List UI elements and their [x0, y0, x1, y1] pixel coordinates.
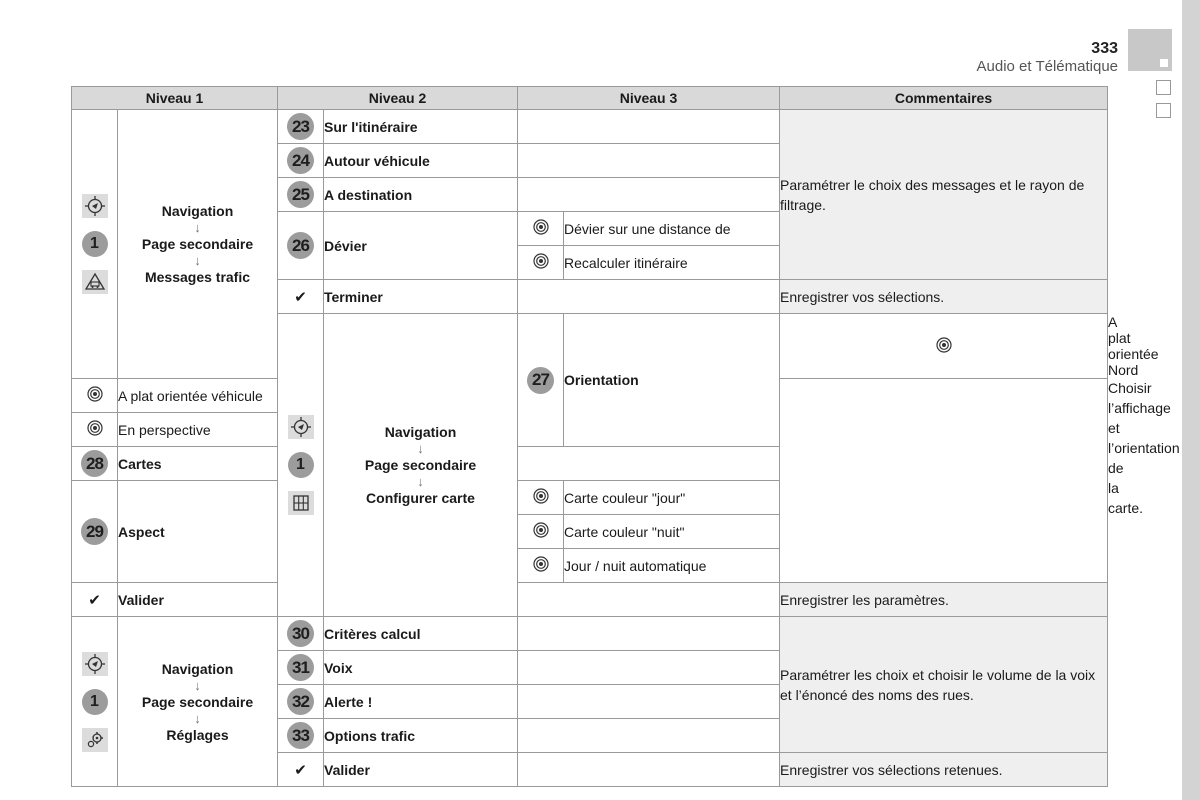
column-header-niveau-3: Niveau 3 — [518, 87, 780, 110]
radio-option-icon — [518, 515, 564, 549]
level2-item: Critères calcul — [324, 617, 518, 651]
step-number — [72, 447, 118, 481]
down-arrow-icon: ↓ — [194, 253, 201, 268]
step-number — [278, 617, 324, 651]
step-number — [278, 110, 324, 144]
step-badge: 25 — [287, 181, 314, 208]
navigation-icon — [288, 415, 314, 439]
level1-icons — [72, 110, 118, 379]
comment-cell: Enregistrer vos sélections retenues. — [780, 753, 1108, 787]
map-grid-icon — [288, 491, 314, 515]
table-row — [72, 583, 1108, 617]
level1-item: Navigation — [161, 660, 234, 677]
level3-option: Jour / nuit automatique — [564, 549, 780, 583]
level3-empty — [518, 280, 780, 314]
page-number: 333 — [1091, 40, 1118, 57]
number-one-badge: 1 — [82, 689, 108, 715]
level2-item: Sur l'itinéraire — [324, 110, 518, 144]
number-one-badge: 1 — [82, 231, 108, 257]
radio-option-icon — [518, 212, 564, 246]
step-badge: 32 — [287, 688, 314, 715]
down-arrow-icon: ↓ — [194, 220, 201, 235]
level3-empty — [518, 753, 780, 787]
level2-item: A destination — [324, 178, 518, 212]
level3-empty — [518, 583, 780, 617]
level2-item: Options trafic — [324, 719, 518, 753]
step-badge: 27 — [527, 367, 554, 394]
level1-item: Page secondaire — [364, 457, 477, 473]
level1-item: Réglages — [166, 726, 229, 743]
level3-option: Dévier sur une distance de — [564, 212, 780, 246]
comment-cell: Enregistrer les paramètres. — [780, 583, 1108, 617]
level3-option: Recalculer itinéraire — [564, 246, 780, 280]
step-badge: 26 — [287, 232, 314, 259]
down-arrow-icon: ↓ — [417, 441, 424, 456]
level1-item: Page secondaire — [141, 693, 254, 710]
step-badge: 33 — [287, 722, 314, 749]
radio-option-icon — [518, 246, 564, 280]
level3-option: Carte couleur "nuit" — [564, 515, 780, 549]
level2-item: Autour véhicule — [324, 144, 518, 178]
radio-option-icon — [518, 481, 564, 515]
step-number — [278, 719, 324, 753]
menu-table — [71, 86, 1180, 787]
page-edge-strip — [1182, 0, 1200, 800]
column-header-niveau-2: Niveau 2 — [278, 87, 518, 110]
level3-empty — [518, 617, 780, 651]
column-header-commentaires: Commentaires — [780, 87, 1108, 110]
number-one-badge: 1 — [288, 452, 314, 478]
down-arrow-icon: ↓ — [194, 677, 201, 693]
level1-item: Messages trafic — [144, 269, 251, 285]
level3-option: Carte couleur "jour" — [564, 481, 780, 515]
step-badge: 31 — [287, 654, 314, 681]
step-number — [278, 178, 324, 212]
navigation-icon — [82, 652, 108, 676]
level2-item: Cartes — [118, 447, 278, 481]
level3-option: A plat orientée véhicule — [118, 379, 278, 413]
level3-empty — [518, 719, 780, 753]
step-number — [518, 314, 564, 447]
step-number — [278, 212, 324, 280]
level2-item: Valider — [118, 583, 278, 617]
radio-option-icon — [780, 314, 1108, 379]
level3-empty — [518, 144, 780, 178]
section-tab-box — [1156, 80, 1171, 95]
column-header-niveau-1: Niveau 1 — [72, 87, 278, 110]
step-badge: 30 — [287, 620, 314, 647]
level3-empty — [518, 651, 780, 685]
table-row: 1 Navigation ↓ Page secondaire ↓ Configurer carte 27 Orientation A plat orientée Nord Choisir l’affichage et l’orientation de la carte. — [72, 314, 1108, 379]
level2-item: Alerte ! — [324, 685, 518, 719]
level1-path — [118, 110, 278, 379]
level1-item: Navigation — [384, 424, 457, 440]
section-tab-box — [1156, 103, 1171, 118]
comment-cell: Enregistrer vos sélections. — [780, 280, 1108, 314]
level1-item: Page secondaire — [141, 236, 254, 252]
level1-item: Configurer carte — [366, 490, 475, 506]
table-row — [72, 617, 1108, 651]
level2-item: Valider — [324, 753, 518, 787]
comment-cell: Paramétrer le choix des messages et le rayon de filtrage. — [780, 110, 1108, 280]
level3-empty — [518, 685, 780, 719]
level3-empty — [518, 178, 780, 212]
level2-item: Voix — [324, 651, 518, 685]
step-badge: 24 — [287, 147, 314, 174]
radio-option-icon — [518, 549, 564, 583]
settings-gears-icon — [82, 728, 108, 752]
level3-option: En perspective — [118, 413, 278, 447]
step-number — [278, 685, 324, 719]
step-number — [278, 144, 324, 178]
level3-empty — [518, 110, 780, 144]
down-arrow-icon: ↓ — [194, 710, 201, 726]
level1-item: Navigation — [161, 203, 234, 219]
level2-item: Aspect — [118, 481, 278, 583]
table-header-row — [72, 87, 1108, 110]
check-icon: ✔ — [72, 583, 118, 617]
step-badge: 29 — [81, 518, 108, 545]
step-badge: 23 — [287, 113, 314, 140]
table-row — [72, 481, 1108, 515]
level2-item: Orientation — [564, 314, 780, 447]
check-icon: ✔ — [278, 753, 324, 787]
level2-item: Terminer — [324, 280, 518, 314]
section-title: Audio et Télématique — [976, 58, 1118, 75]
level2-item: Dévier — [324, 212, 518, 280]
level1-icons — [278, 314, 324, 617]
down-arrow-icon: ↓ — [417, 474, 424, 489]
radio-option-icon — [72, 413, 118, 447]
section-tab-marker — [1128, 29, 1172, 71]
table-row — [72, 447, 1108, 481]
step-badge: 28 — [81, 450, 108, 477]
level1-path — [324, 314, 518, 617]
level3-empty — [518, 447, 780, 481]
level1-path — [118, 617, 278, 787]
comment-cell: Paramétrer les choix et choisir le volume de la voix et l’énoncé des noms des rues. — [780, 617, 1108, 753]
radio-option-icon — [72, 379, 118, 413]
navigation-icon — [82, 194, 108, 218]
step-number — [278, 651, 324, 685]
table-row — [72, 110, 1108, 144]
step-number — [72, 481, 118, 583]
check-icon: ✔ — [278, 280, 324, 314]
traffic-warning-icon — [82, 270, 108, 294]
level1-icons — [72, 617, 118, 787]
